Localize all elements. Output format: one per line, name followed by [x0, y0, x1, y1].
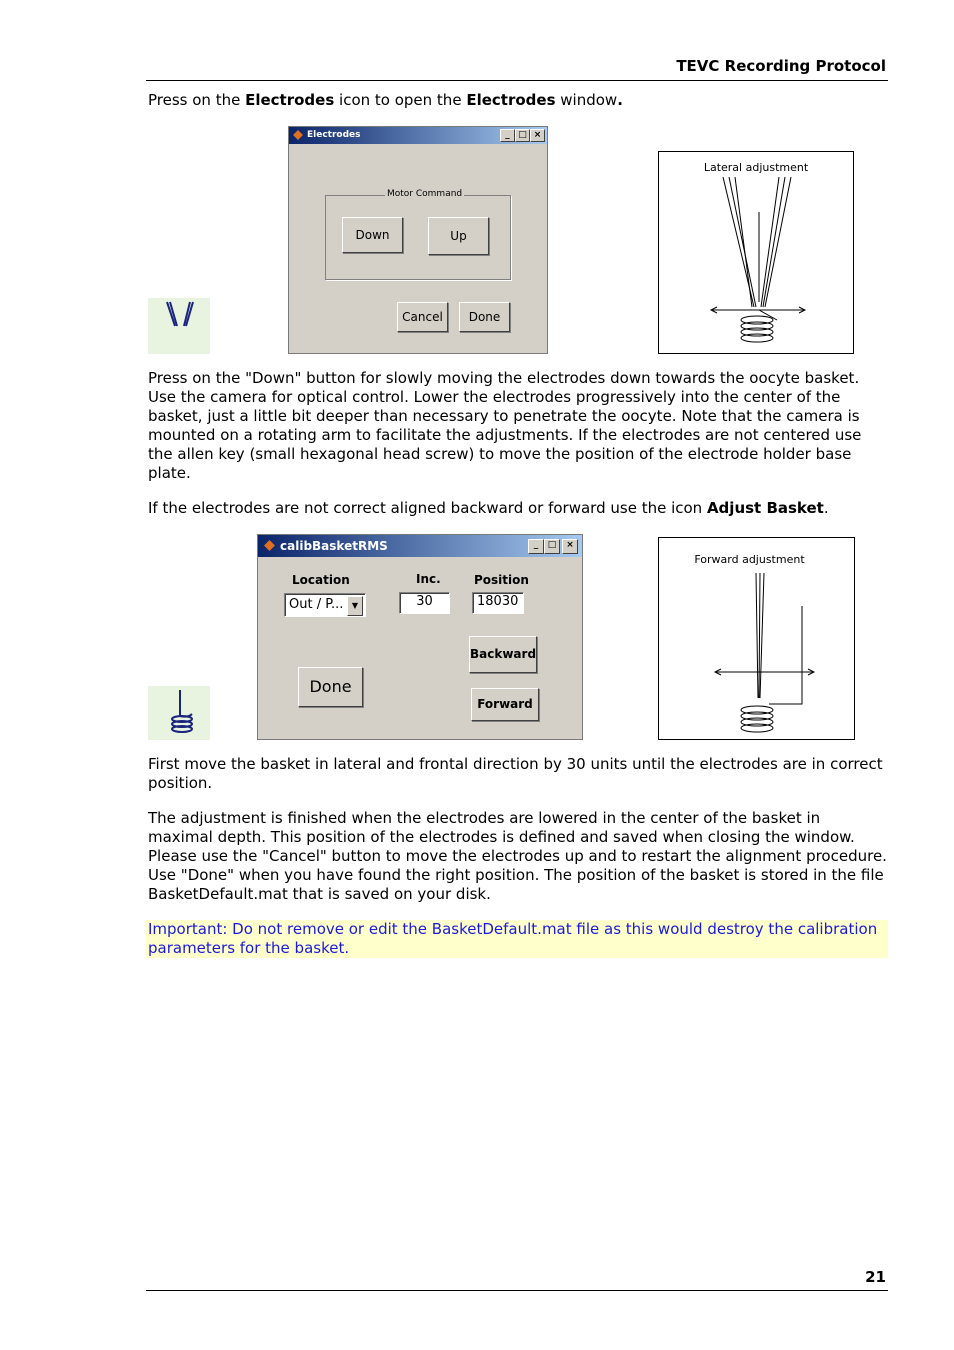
window-app-icon — [293, 130, 303, 140]
close-icon[interactable]: × — [530, 129, 545, 142]
paragraph-adjust-basket — [148, 499, 888, 518]
calib-titlebar[interactable] — [258, 535, 582, 557]
para2-text: If the electrodes are not correct aligned backward or forward use the icon — [148, 499, 707, 517]
paragraph-down-instructions: Press on the "Down" button for slowly moving the electrodes down towards the oocyte basket. Use the camera for optical control. Lower the electrodes progressively into the center of the basket, just a little bit deeper than necessary to penetrate the oocyte. Note that the camera is mounted on a rotating arm to facilitate the adjustments. If the electrodes are not centered use the allen key (small hexagonal head screw) to move the position of the electrode holder base plate. — [148, 369, 862, 482]
forward-adjustment-diagram — [658, 537, 855, 740]
intro-part3: window — [555, 91, 618, 109]
para2-bold: Adjust Basket — [706, 499, 824, 517]
paragraph-adjustment-finished: The adjustment is finished when the electrodes are lowered in the center of the basket in maximal depth. This position of the electrodes is defined and saved when closing the window. Please use the "Cancel" button to move the electrodes up and to restart the alignment procedure. Use "Done" when you have found the right position. The position of the basket is stored in the file BasketDefault.mat that is saved on your disk. — [148, 809, 887, 903]
location-select[interactable] — [284, 593, 366, 617]
location-select-value: Out / P... — [289, 597, 344, 612]
electrodes-icon[interactable] — [148, 298, 210, 354]
adjust-basket-icon[interactable] — [148, 686, 210, 740]
minimize-icon[interactable]: _ — [528, 539, 544, 554]
cancel-button[interactable]: Cancel — [397, 302, 448, 332]
intro-bold3: . — [617, 91, 623, 109]
backward-button[interactable]: Backward — [469, 636, 537, 673]
lateral-adjustment-diagram — [658, 151, 854, 354]
calib-window-title: calibBasketRMS — [280, 539, 388, 553]
intro-part2: icon to open the — [334, 91, 467, 109]
chevron-down-icon[interactable]: ▼ — [347, 596, 363, 616]
position-input[interactable]: 18030 — [472, 592, 524, 614]
footer-rule — [146, 1290, 888, 1291]
important-note: Important: Do not remove or edit the BasketDefault.mat file as this would destroy the calibration parameters for the basket. — [146, 920, 888, 958]
done-button[interactable]: Done — [459, 302, 510, 332]
intro-part1: Press on the — [148, 91, 246, 109]
maximize-icon[interactable]: □ — [515, 129, 530, 142]
position-label: Position — [474, 573, 529, 587]
down-button[interactable]: Down — [342, 217, 403, 253]
maximize-icon[interactable]: □ — [544, 539, 560, 554]
page-header-title: TEVC Recording Protocol — [676, 57, 886, 75]
lateral-diagram-title: Lateral adjustment — [703, 161, 809, 174]
intro-bold2: Electrodes — [466, 91, 556, 109]
calib-basket-window — [257, 534, 583, 740]
inc-label: Inc. — [416, 572, 441, 586]
up-button[interactable]: Up — [428, 217, 489, 255]
window-app-icon — [264, 540, 275, 551]
motor-command-label: Motor Command — [387, 189, 463, 199]
forward-diagram-drawing — [659, 538, 856, 741]
intro-bold1: Electrodes — [245, 91, 335, 109]
page-number: 21 — [865, 1268, 886, 1286]
lateral-diagram-drawing — [659, 152, 855, 355]
forward-diagram-title: Forward adjustment — [694, 553, 805, 566]
close-icon[interactable]: × — [562, 539, 578, 554]
forward-button[interactable]: Forward — [471, 688, 539, 721]
paragraph-move-basket: First move the basket in lateral and frontal direction by 30 units until the electrodes are in correct position. — [148, 755, 883, 792]
para2-end: . — [823, 499, 829, 517]
done-button[interactable]: Done — [298, 667, 363, 707]
header-rule — [146, 80, 888, 81]
intro-text — [148, 91, 888, 110]
minimize-icon[interactable]: _ — [500, 129, 515, 142]
inc-input[interactable]: 30 — [399, 592, 450, 614]
electrodes-titlebar[interactable] — [289, 127, 547, 144]
location-label: Location — [292, 573, 350, 587]
electrodes-window-title: Electrodes — [307, 130, 361, 140]
electrodes-window — [288, 126, 548, 354]
